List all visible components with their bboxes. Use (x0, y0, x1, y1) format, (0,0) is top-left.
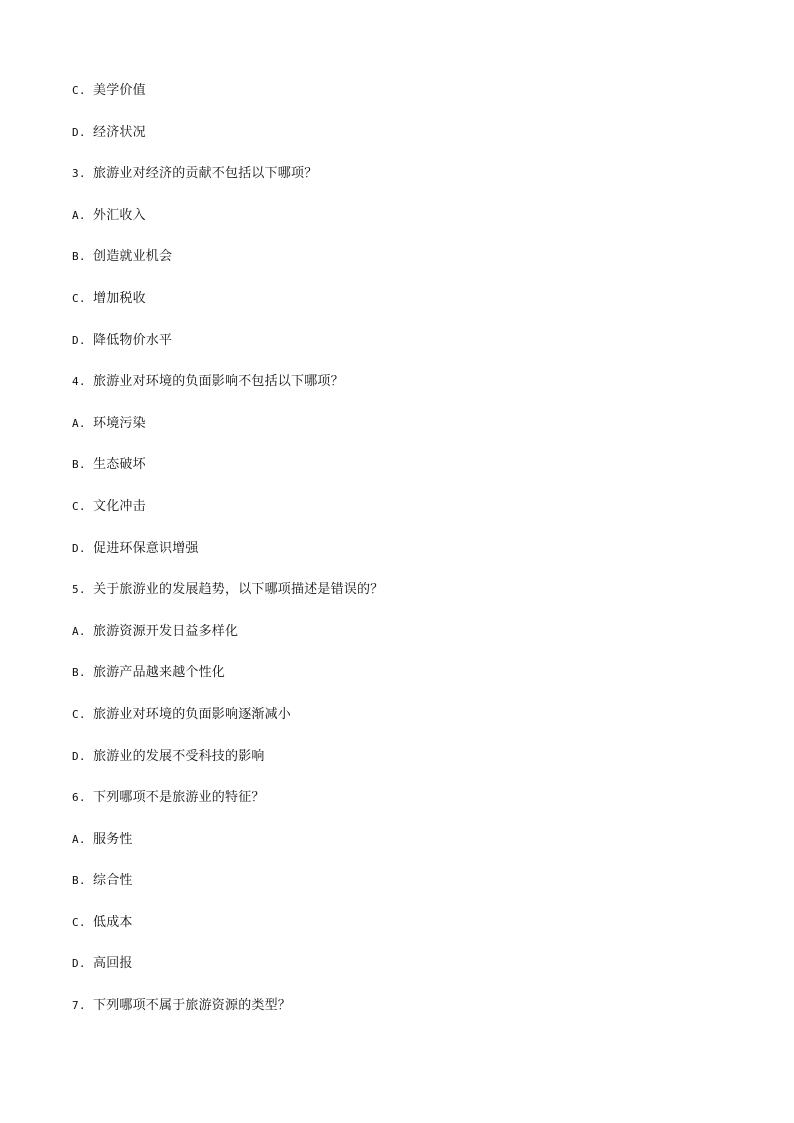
option-line (72, 911, 722, 953)
option-line (72, 204, 722, 246)
option-line (72, 245, 722, 287)
option-text: 旅游资源开发日益多样化 (93, 623, 239, 639)
option-line (72, 453, 722, 495)
option-label: A. (72, 832, 86, 846)
option-line (72, 828, 722, 870)
option-label: A. (72, 624, 86, 638)
option-line (72, 412, 722, 454)
option-line (72, 620, 722, 662)
option-text: 旅游业对环境的负面影响逐渐减小 (93, 706, 292, 722)
option-text: 促进环保意识增强 (93, 540, 199, 556)
option-label: D. (72, 749, 86, 763)
question-line (72, 370, 722, 412)
option-line (72, 661, 722, 703)
option-text: 降低物价水平 (93, 332, 173, 348)
option-label: D. (72, 333, 86, 347)
question-line (72, 994, 722, 1036)
option-text: 文化冲击 (93, 498, 146, 514)
question-text: 旅游业对环境的负面影响不包括以下哪项？ (93, 374, 344, 390)
option-label: B. (72, 666, 86, 680)
question-number: 4. (72, 375, 86, 389)
option-label: D. (72, 125, 86, 139)
option-line (72, 495, 722, 537)
option-text: 综合性 (93, 873, 133, 889)
option-line (72, 121, 722, 163)
question-number: 6. (72, 791, 86, 805)
question-number: 7. (72, 999, 86, 1013)
question-text: 下列哪项不是旅游业的特征？ (93, 790, 265, 806)
option-label: C. (72, 291, 86, 305)
option-label: A. (72, 416, 86, 430)
option-line (72, 745, 722, 787)
question-number: 5. (72, 583, 86, 597)
option-label: D. (72, 957, 86, 971)
option-line (72, 869, 722, 911)
option-label: D. (72, 541, 86, 555)
question-text: 下列哪项不属于旅游资源的类型？ (93, 998, 292, 1014)
option-line (72, 79, 722, 121)
option-text: 美学价值 (93, 83, 146, 98)
option-text: 生态破坏 (93, 457, 146, 473)
question-list (72, 79, 722, 1036)
question-line (72, 578, 722, 620)
option-text: 环境污染 (93, 415, 146, 431)
option-text: 服务性 (93, 831, 133, 847)
option-label: C. (72, 84, 86, 97)
option-label: B. (72, 458, 86, 472)
option-line (72, 329, 722, 371)
option-text: 外汇收入 (93, 207, 146, 223)
option-text: 旅游业的发展不受科技的影响 (93, 748, 265, 764)
option-label: B. (72, 874, 86, 888)
question-text: 关于旅游业的发展趋势，以下哪项描述是错误的？ (93, 582, 384, 598)
option-text: 经济状况 (93, 124, 146, 140)
question-line (72, 786, 722, 828)
option-text: 创造就业机会 (93, 249, 173, 265)
option-label: C. (72, 707, 86, 721)
option-label: C. (72, 499, 86, 513)
option-label: B. (72, 250, 86, 264)
option-text: 增加税收 (93, 290, 146, 306)
question-number: 3. (72, 167, 86, 181)
option-text: 旅游产品越来越个性化 (93, 665, 226, 681)
option-label: A. (72, 208, 86, 222)
option-line (72, 287, 722, 329)
option-line (72, 537, 722, 579)
option-label: C. (72, 915, 86, 929)
question-text: 旅游业对经济的贡献不包括以下哪项？ (93, 166, 318, 182)
option-line (72, 703, 722, 745)
question-line (72, 162, 722, 204)
option-text: 高回报 (93, 956, 133, 972)
option-line (72, 952, 722, 994)
option-text: 低成本 (93, 914, 133, 930)
